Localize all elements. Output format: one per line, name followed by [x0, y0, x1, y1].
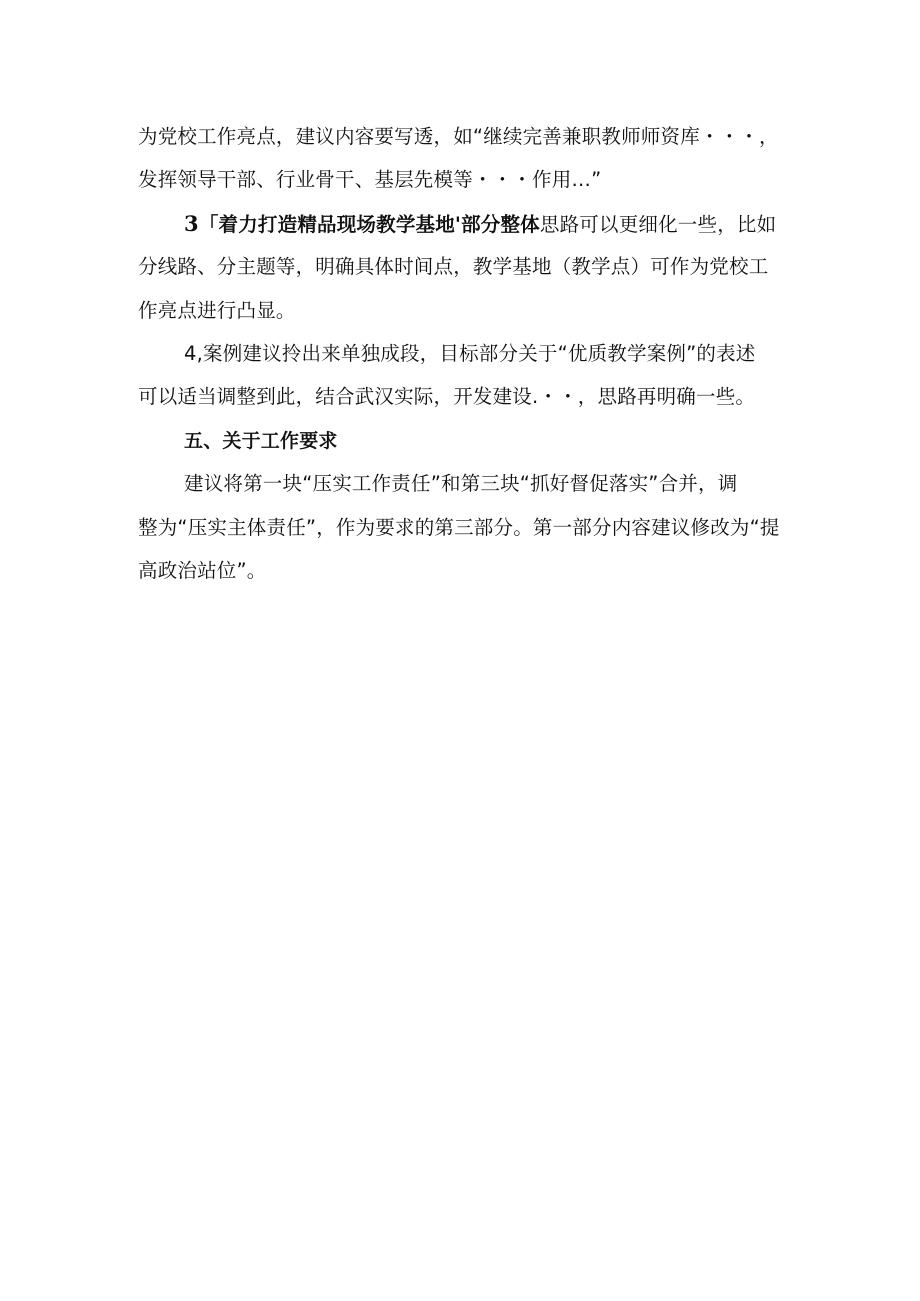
paragraph-line: 作亮点进行凸显。: [138, 299, 296, 322]
paragraph-line: 发挥领导干部、行业骨干、基层先模等・・・作用…”: [138, 168, 602, 191]
item-3-title: 「着力打造精品现场教学基地'部分整体: [198, 213, 540, 236]
item-3-number: 3: [184, 211, 199, 236]
item-4-line: 4,案例建议拎出来单独成段，目标部分关于“优质教学案例”的表述: [184, 342, 756, 365]
paragraph-line: 建议将第一块“压实工作责任”和第三块“抓好督促落实”合并，调: [184, 472, 738, 495]
paragraph-line: 可以适当调整到此，结合武汉实际，开发建设.・・，思路再明确一些。: [138, 385, 756, 408]
paragraph-line: 为党校工作亮点，建议内容要写透，如“继续完善兼职教师师资库・・・，: [138, 125, 779, 148]
item-3-text: 思路可以更细化一些，比如: [539, 213, 777, 236]
paragraph-line: 整为“压实主体责任”，作为要求的第三部分。第一部分内容建议修改为“提: [138, 516, 780, 539]
section-5-heading: 五、关于工作要求: [184, 430, 338, 452]
paragraph-line: 分线路、分主题等，明确具体时间点，教学基地（教学点）可作为党校工: [138, 255, 769, 278]
item-3-line: [184, 207, 776, 241]
paragraph-line: 高政治站位”。: [138, 559, 267, 582]
